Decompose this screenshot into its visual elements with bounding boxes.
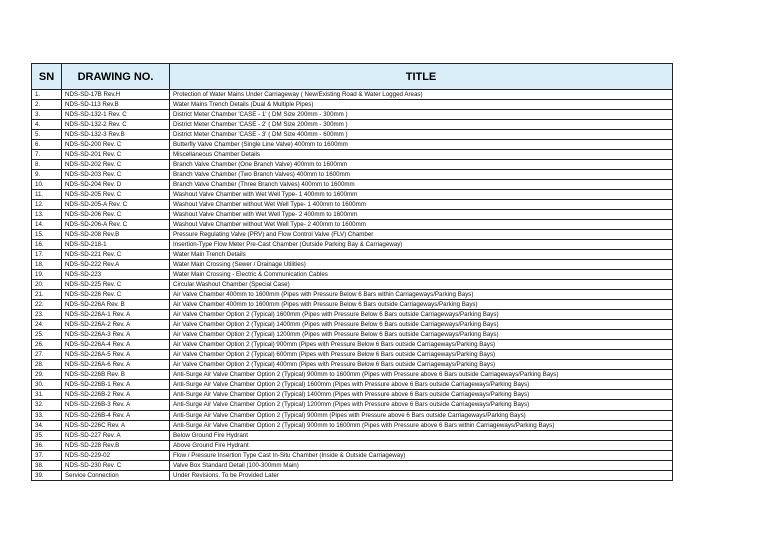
cell-sn: 28. <box>32 360 62 370</box>
cell-drawing-no: NDS-SD-226B-1 Rev. A <box>62 380 170 390</box>
drawing-index-sheet <box>31 63 673 481</box>
cell-drawing-no: NDS-SD-226B-3 Rev. A <box>62 400 170 410</box>
table-row <box>32 220 673 230</box>
table-row <box>32 430 673 440</box>
cell-drawing-no: NDS-SD-132-2 Rev. C <box>62 120 170 130</box>
cell-drawing-no: NDS-SD-226A Rev. B <box>62 300 170 310</box>
cell-drawing-no: NDS-SD-229-02 <box>62 450 170 460</box>
cell-sn: 37. <box>32 450 62 460</box>
cell-title: Anti-Surge Air Valve Chamber Option 2 (Typical) 1200mm (Pipes with Pressure above 6 Bars outside Carriageways/Parking Bays) <box>170 400 673 410</box>
table-row <box>32 440 673 450</box>
cell-title: Water Main Crossing - Electric & Communication Cables <box>170 270 673 280</box>
cell-drawing-no: NDS-SD-205-A Rev. C <box>62 200 170 210</box>
cell-drawing-no: NDS-SD-226B-2 Rev. A <box>62 390 170 400</box>
cell-drawing-no: NDS-SD-226A-1 Rev. A <box>62 310 170 320</box>
table-row <box>32 370 673 380</box>
cell-title: Anti-Surge Air Valve Chamber Option 2 (Typical) 900mm (Pipes with Pressure above 6 Bars outside Carriageways/Parking Bays) <box>170 410 673 420</box>
cell-sn: 33. <box>32 410 62 420</box>
cell-sn: 27. <box>32 350 62 360</box>
cell-title: Washout Valve Chamber without Wet Well Type- 2 400mm to 1600mm <box>170 220 673 230</box>
table-row <box>32 210 673 220</box>
header-title: TITLE <box>170 64 673 90</box>
table-row <box>32 100 673 110</box>
drawing-index-table <box>31 63 673 481</box>
table-row <box>32 260 673 270</box>
cell-title: Water Main Crossing (Sewer / Drainage Utilities) <box>170 260 673 270</box>
table-row <box>32 240 673 250</box>
cell-sn: 29. <box>32 370 62 380</box>
header-row <box>32 64 673 90</box>
table-row <box>32 420 673 430</box>
cell-title: Butterfly Valve Chamber (Single Line Valve) 400mm to 1600mm <box>170 140 673 150</box>
cell-sn: 9. <box>32 170 62 180</box>
table-row <box>32 300 673 310</box>
cell-drawing-no: NDS-SD-230 Rev. C <box>62 460 170 470</box>
cell-drawing-no: NDS-SD-228 Rev.B <box>62 440 170 450</box>
cell-title: Air Valve Chamber Option 2 (Typical) 400mm (Pipes with Pressure Below 6 Bars outside Carriageways/Parking Bays) <box>170 360 673 370</box>
cell-sn: 36. <box>32 440 62 450</box>
cell-sn: 5. <box>32 130 62 140</box>
cell-drawing-no: NDS-SD-218-1 <box>62 240 170 250</box>
cell-title: Air Valve Chamber Option 2 (Typical) 1200mm (Pipes with Pressure Below 6 Bars outside Carriageways/Parking Bays) <box>170 330 673 340</box>
cell-drawing-no: Service Connection <box>62 470 170 480</box>
cell-title: Miscellaneous Chamber Details <box>170 150 673 160</box>
table-row <box>32 140 673 150</box>
cell-title: Anti-Surge Air Valve Chamber Option 2 (Typical) 1600mm (Pipes with Pressure above 6 Bars outside Carriageways/Parking Bays) <box>170 380 673 390</box>
table-row <box>32 390 673 400</box>
cell-sn: 21. <box>32 290 62 300</box>
cell-drawing-no: NDS-SD-226A-3 Rev. A <box>62 330 170 340</box>
cell-title: Anti-Surge Air Valve Chamber Option 2 (Typical) 900mm to 1600mm (Pipes with Pressure above 6 Bars outside Carriageways/Parking Bays) <box>170 370 673 380</box>
cell-sn: 34. <box>32 420 62 430</box>
cell-sn: 18. <box>32 260 62 270</box>
cell-sn: 30. <box>32 380 62 390</box>
cell-drawing-no: NDS-SD-223 <box>62 270 170 280</box>
cell-drawing-no: NDS-SD-202 Rev. C <box>62 160 170 170</box>
table-row <box>32 270 673 280</box>
cell-drawing-no: NDS-SD-132-3 Rev.B <box>62 130 170 140</box>
cell-title: Washout Valve Chamber with Wet Well Type- 1 400mm to 1600mm <box>170 190 673 200</box>
cell-drawing-no: NDS-SD-206-A Rev. C <box>62 220 170 230</box>
cell-sn: 12. <box>32 200 62 210</box>
cell-sn: 2. <box>32 100 62 110</box>
cell-drawing-no: NDS-SD-200 Rev. C <box>62 140 170 150</box>
cell-title: Washout Valve Chamber without Wet Well Type- 1 400mm to 1600mm <box>170 200 673 210</box>
cell-title: Air Valve Chamber Option 2 (Typical) 600mm (Pipes with Pressure Below 6 Bars outside Carriageways/Parking Bays) <box>170 350 673 360</box>
cell-drawing-no: NDS-SD-225 Rev. C <box>62 280 170 290</box>
cell-sn: 7. <box>32 150 62 160</box>
cell-title: District Meter Chamber 'CASE - 2' ( DM Size 200mm - 300mm ) <box>170 120 673 130</box>
cell-title: Flow / Pressure Insertion Type Cast In-Situ Chamber (Inside & Outside Carriageway) <box>170 450 673 460</box>
table-row <box>32 120 673 130</box>
cell-drawing-no: NDS-SD-227 Rev. A <box>62 430 170 440</box>
cell-drawing-no: NDS-SD-226 Rev. C <box>62 290 170 300</box>
cell-title: Branch Valve Chamber (One Branch Valve) 400mm to 1600mm <box>170 160 673 170</box>
table-row <box>32 250 673 260</box>
cell-drawing-no: NDS-SD-226A-4 Rev. A <box>62 340 170 350</box>
cell-title: Circular Washout Chamber (Special Case) <box>170 280 673 290</box>
cell-drawing-no: NDS-SD-226A-6 Rev. A <box>62 360 170 370</box>
table-row <box>32 450 673 460</box>
cell-sn: 11. <box>32 190 62 200</box>
cell-sn: 8. <box>32 160 62 170</box>
cell-sn: 10. <box>32 180 62 190</box>
cell-sn: 17. <box>32 250 62 260</box>
cell-title: Water Mains Trench Details (Dual & Multiple Pipes) <box>170 100 673 110</box>
table-row <box>32 200 673 210</box>
cell-sn: 23. <box>32 310 62 320</box>
cell-drawing-no: NDS-SD-221 Rev. C <box>62 250 170 260</box>
cell-drawing-no: NDS-SD-226C Rev. A <box>62 420 170 430</box>
table-row <box>32 340 673 350</box>
cell-title: District Meter Chamber 'CASE - 1' ( DM Size 200mm - 300mm ) <box>170 110 673 120</box>
table-row <box>32 130 673 140</box>
cell-title: Air Valve Chamber 400mm to 1600mm (Pipes with Pressure Below 6 Bars outside Carriageways/Parking Bays) <box>170 300 673 310</box>
cell-drawing-no: NDS-SD-226B-4 Rev. A <box>62 410 170 420</box>
table-body <box>32 90 673 481</box>
header-drawing-no: DRAWING NO. <box>62 64 170 90</box>
cell-sn: 25. <box>32 330 62 340</box>
cell-sn: 15. <box>32 230 62 240</box>
table-row <box>32 400 673 410</box>
table-row <box>32 380 673 390</box>
table-row <box>32 310 673 320</box>
table-row <box>32 280 673 290</box>
cell-drawing-no: NDS-SD-132-1 Rev. C <box>62 110 170 120</box>
table-row <box>32 180 673 190</box>
cell-sn: 32. <box>32 400 62 410</box>
cell-title: Washout Valve Chamber with Wet Well Type- 2 400mm to 1600mm <box>170 210 673 220</box>
cell-drawing-no: NDS-SD-204 Rev. D <box>62 180 170 190</box>
cell-sn: 4. <box>32 120 62 130</box>
table-row <box>32 460 673 470</box>
table-row <box>32 190 673 200</box>
cell-title: Branch Valve Chamber (Two Branch Valves) 400mm to 1600mm <box>170 170 673 180</box>
table-row <box>32 320 673 330</box>
table-row <box>32 330 673 340</box>
cell-title: Valve Box Standard Detail (100-300mm Main) <box>170 460 673 470</box>
table-row <box>32 160 673 170</box>
cell-drawing-no: NDS-SD-206 Rev. C <box>62 210 170 220</box>
cell-sn: 35. <box>32 430 62 440</box>
cell-sn: 22. <box>32 300 62 310</box>
cell-title: Water Main Trench Details <box>170 250 673 260</box>
cell-title: Insertion-Type Flow Meter Pre-Cast Chamber (Outside Parking Bay & Carriageway) <box>170 240 673 250</box>
cell-sn: 14. <box>32 220 62 230</box>
cell-drawing-no: NDS-SD-203 Rev. C <box>62 170 170 180</box>
cell-title: District Meter Chamber 'CASE - 3' ( DM Size 400mm - 600mm ) <box>170 130 673 140</box>
table-row <box>32 150 673 160</box>
cell-title: Pressure Regulating Valve (PRV) and Flow Control Valve (FLV) Chamber <box>170 230 673 240</box>
table-row <box>32 360 673 370</box>
cell-title: Air Valve Chamber Option 2 (Typical) 1400mm (Pipes with Pressure Below 6 Bars outside Carriageways/Parking Bays) <box>170 320 673 330</box>
cell-sn: 6. <box>32 140 62 150</box>
cell-sn: 20. <box>32 280 62 290</box>
cell-drawing-no: NDS-SD-222 Rev.A <box>62 260 170 270</box>
cell-title: Anti-Surge Air Valve Chamber Option 2 (Typical) 1400mm (Pipes with Pressure above 6 Bars outside Carriageways/Parking Bays) <box>170 390 673 400</box>
cell-title: Under Revisions. To be Provided Later <box>170 470 673 480</box>
cell-drawing-no: NDS-SD-17B Rev.H <box>62 90 170 100</box>
cell-sn: 26. <box>32 340 62 350</box>
cell-sn: 16. <box>32 240 62 250</box>
cell-sn: 13. <box>32 210 62 220</box>
table-row <box>32 410 673 420</box>
header-sn: SN <box>32 64 62 90</box>
cell-title: Below Ground Fire Hydrant <box>170 430 673 440</box>
cell-drawing-no: NDS-SD-226A-2 Rev. A <box>62 320 170 330</box>
table-row <box>32 90 673 100</box>
cell-sn: 24. <box>32 320 62 330</box>
cell-drawing-no: NDS-SD-208 Rev.B <box>62 230 170 240</box>
table-row <box>32 470 673 480</box>
cell-drawing-no: NDS-SD-205 Rev. C <box>62 190 170 200</box>
cell-title: Protection of Water Mains Under Carriageway ( New/Existing Road & Water Logged Areas) <box>170 90 673 100</box>
cell-sn: 19. <box>32 270 62 280</box>
cell-title: Air Valve Chamber Option 2 (Typical) 900mm (Pipes with Pressure Below 6 Bars outside Carriageways/Parking Bays) <box>170 340 673 350</box>
cell-sn: 3. <box>32 110 62 120</box>
table-row <box>32 170 673 180</box>
table-row <box>32 290 673 300</box>
cell-drawing-no: NDS-SD-201 Rev. C <box>62 150 170 160</box>
cell-title: Above Ground Fire Hydrant <box>170 440 673 450</box>
cell-title: Anti-Surge Air Valve Chamber Option 2 (Typical) 900mm to 1600mm (Pipes with Pressure above 6 Bars within Carriageways/Parking Bays) <box>170 420 673 430</box>
cell-sn: 31. <box>32 390 62 400</box>
cell-title: Air Valve Chamber 400mm to 1600mm (Pipes with Pressure Below 6 Bars within Carriageways/Parking Bays) <box>170 290 673 300</box>
cell-title: Air Valve Chamber Option 2 (Typical) 1600mm (Pipes with Pressure Below 6 Bars outside Carriageways/Parking Bays) <box>170 310 673 320</box>
cell-sn: 39. <box>32 470 62 480</box>
table-row <box>32 110 673 120</box>
cell-drawing-no: NDS-SD-113 Rev.B <box>62 100 170 110</box>
cell-drawing-no: NDS-SD-226A-5 Rev. A <box>62 350 170 360</box>
cell-sn: 38. <box>32 460 62 470</box>
cell-sn: 1. <box>32 90 62 100</box>
cell-drawing-no: NDS-SD-226B Rev. B <box>62 370 170 380</box>
table-row <box>32 230 673 240</box>
cell-title: Branch Valve Chamber (Three Branch Valves) 400mm to 1600mm <box>170 180 673 190</box>
table-row <box>32 350 673 360</box>
